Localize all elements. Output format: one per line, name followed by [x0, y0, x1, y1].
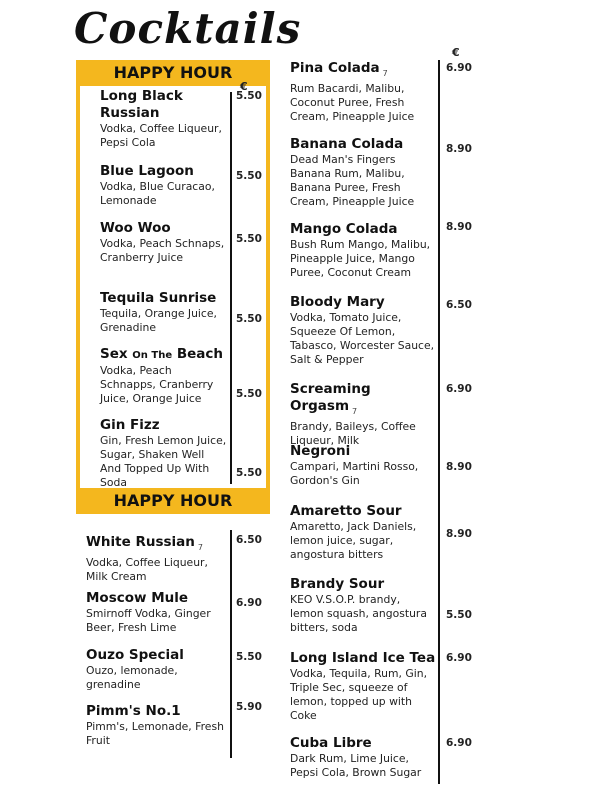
- menu-item-amaretto-sour: [290, 503, 435, 562]
- item-name: Mango Colada: [290, 221, 398, 237]
- item-price: 6.50: [446, 299, 472, 311]
- menu-item-long-island-ice-tea: [290, 650, 438, 723]
- menu-item-tequila-sunrise: [100, 290, 225, 335]
- item-description: Gin, Fresh Lemon Juice, Sugar, Shaken Well And Topped Up With Soda: [100, 434, 227, 489]
- item-price: 6.90: [236, 597, 262, 609]
- item-name-part: On The: [132, 350, 173, 361]
- item-name: Ouzo Special: [86, 647, 184, 663]
- menu-item-pina-colada: [290, 60, 435, 124]
- item-description: Bush Rum Mango, Malibu, Pineapple Juice, Mango Puree, Coconut Cream: [290, 238, 431, 279]
- item-name: Woo Woo: [100, 220, 171, 236]
- item-price: 5.50: [236, 388, 262, 400]
- menu-item-cuba-libre: [290, 735, 438, 780]
- item-price: 8.90: [446, 143, 472, 155]
- item-name-text: Pina Colada: [290, 60, 380, 76]
- item-description: Smirnoff Vodka, Ginger Beer, Fresh Lime: [86, 607, 211, 634]
- price-divider-left: [230, 530, 232, 758]
- happy-hour-banner-bottom: HAPPY HOUR: [76, 488, 270, 514]
- item-name: Long Black Russian: [100, 88, 183, 121]
- item-price: 5.90: [236, 701, 262, 713]
- item-name: [290, 60, 435, 82]
- menu-item-screaming-orgasm: [290, 381, 438, 448]
- item-price: 5.50: [236, 90, 262, 102]
- item-description: Rum Bacardi, Malibu, Coconut Puree, Fresh Cream, Pineapple Juice: [290, 81, 415, 123]
- item-name-part: Sex: [100, 346, 128, 362]
- item-price: 8.90: [446, 221, 472, 233]
- item-name: Long Island Ice Tea: [290, 650, 436, 666]
- item-description: Vodka, Blue Curacao, Lemonade: [100, 180, 215, 207]
- item-price: 5.50: [236, 233, 262, 245]
- item-description: Tequila, Orange Juice, Grenadine: [100, 307, 217, 334]
- menu-item-gin-fizz: [100, 417, 228, 490]
- item-description: Dead Man's Fingers Banana Rum, Malibu, Banana Puree, Fresh Cream, Pineapple Juice: [290, 153, 415, 208]
- allergen-mark: 7: [352, 406, 358, 416]
- item-name: Pimm's No.1: [86, 703, 181, 719]
- item-name: Negroni: [290, 443, 351, 459]
- allergen-mark: 7: [197, 542, 203, 552]
- item-description: Vodka, Peach Schnapps, Cranberry Juice, Orange Juice: [100, 364, 214, 405]
- item-description: Vodka, Coffee Liqueur, Milk Cream: [86, 555, 208, 583]
- item-name: Bloody Mary: [290, 294, 385, 310]
- item-name: [290, 381, 438, 420]
- menu-item-blue-lagoon: [100, 163, 225, 208]
- item-price: 6.90: [446, 383, 472, 395]
- item-description: KEO V.S.O.P. brandy, lemon squash, angostura bitters, soda: [290, 593, 427, 634]
- price-divider-right: [438, 60, 440, 784]
- menu-item-moscow-mule: [86, 590, 226, 635]
- price-divider-happy-hour: [230, 92, 232, 484]
- item-description: Ouzo, lemonade, grenadine: [86, 664, 178, 691]
- item-description: Campari, Martini Rosso, Gordon's Gin: [290, 460, 419, 487]
- page-title: Cocktails: [74, 4, 302, 53]
- allergen-mark: 7: [382, 68, 388, 78]
- item-description: Vodka, Coffee Liqueur, Pepsi Cola: [100, 122, 222, 149]
- item-name-part: Beach: [176, 346, 223, 362]
- menu-item-brandy-sour: [290, 576, 435, 635]
- item-description: Vodka, Tomato Juice, Squeeze Of Lemon, Tabasco, Worcester Sauce, Salt & Pepper: [290, 311, 435, 366]
- menu-item-white-russian: [86, 534, 226, 584]
- item-description: Vodka, Tequila, Rum, Gin, Triple Sec, squeeze of lemon, topped up with Coke: [290, 667, 428, 722]
- item-name: Amaretto Sour: [290, 503, 402, 519]
- item-name: Gin Fizz: [100, 417, 160, 433]
- menu-item-long-black-russian: [100, 88, 228, 150]
- menu-item-negroni: [290, 443, 435, 488]
- item-price: 6.90: [446, 737, 472, 749]
- menu-item-ouzo-special: [86, 647, 226, 692]
- item-name: Moscow Mule: [86, 590, 189, 606]
- item-description: Vodka, Peach Schnaps, Cranberry Juice: [100, 237, 225, 264]
- item-price: 5.50: [236, 313, 262, 325]
- menu-item-pimms-no1: [86, 703, 226, 748]
- item-price: 8.90: [446, 528, 472, 540]
- currency-symbol-happy-hour: €: [240, 80, 248, 93]
- item-name-text: Screaming Orgasm: [290, 381, 371, 414]
- item-price: 5.50: [236, 651, 262, 663]
- currency-symbol-right: €: [452, 46, 460, 59]
- item-name: [86, 534, 226, 556]
- item-description: Pimm's, Lemonade, Fresh Fruit: [86, 720, 224, 747]
- item-price: 6.50: [236, 534, 262, 546]
- menu-item-mango-colada: [290, 221, 438, 280]
- item-price: 5.50: [236, 170, 262, 182]
- item-price: 6.90: [446, 62, 472, 74]
- item-name: [100, 346, 228, 364]
- menu-item-banana-colada: [290, 136, 435, 209]
- item-description: Amaretto, Jack Daniels, lemon juice, sugar, angostura bitters: [290, 520, 417, 561]
- item-price: 6.90: [446, 652, 472, 664]
- item-name: Brandy Sour: [290, 576, 385, 592]
- item-price: 8.90: [446, 461, 472, 473]
- item-description: Brandy, Baileys, Coffee Liqueur, Milk: [290, 419, 416, 447]
- item-name: Blue Lagoon: [100, 163, 194, 179]
- item-name: Banana Colada: [290, 136, 404, 152]
- item-description: Dark Rum, Lime Juice, Pepsi Cola, Brown Sugar: [290, 752, 422, 779]
- item-price: 5.50: [446, 609, 472, 621]
- item-name: Cuba Libre: [290, 735, 372, 751]
- item-price: 5.50: [236, 467, 262, 479]
- item-name-text: White Russian: [86, 534, 195, 550]
- menu-item-woo-woo: [100, 220, 225, 265]
- menu-item-bloody-mary: [290, 294, 435, 367]
- happy-hour-banner-top: HAPPY HOUR: [76, 60, 270, 86]
- item-name: Tequila Sunrise: [100, 290, 217, 306]
- menu-item-sex-on-the-beach: [100, 346, 228, 406]
